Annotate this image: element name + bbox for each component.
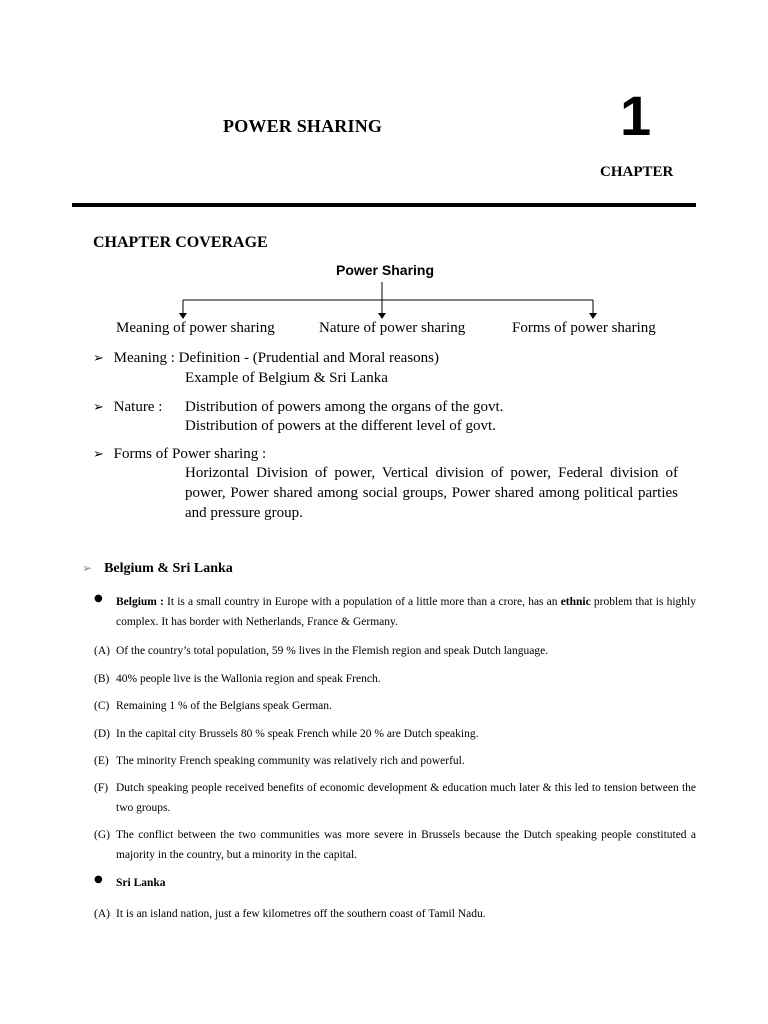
nature-label: Nature : bbox=[113, 399, 163, 415]
list-item bbox=[94, 669, 696, 689]
list-item bbox=[94, 778, 696, 818]
bullet-icon: ● bbox=[94, 874, 103, 885]
sri-lanka-label: Sri Lanka bbox=[116, 877, 166, 889]
arrow-down-icon bbox=[378, 313, 386, 319]
belgium-paragraph bbox=[116, 592, 696, 632]
section-heading-text: Belgium & Sri Lanka bbox=[104, 561, 233, 576]
item-label: (A) bbox=[94, 908, 110, 920]
section-heading bbox=[82, 561, 233, 577]
diagram-child-forms: Forms of power sharing bbox=[512, 320, 656, 336]
list-item bbox=[94, 825, 696, 865]
item-label: (B) bbox=[94, 673, 110, 685]
item-text: It is an island nation, just a few kilometres off the southern coast of Tamil Nadu. bbox=[116, 908, 486, 920]
diagram-child-nature: Nature of power sharing bbox=[319, 320, 466, 336]
list-item bbox=[94, 724, 696, 744]
nature-line2: Distribution of powers at the different level of govt. bbox=[185, 418, 496, 434]
item-label: (D) bbox=[94, 728, 110, 740]
coverage-heading: CHAPTER COVERAGE bbox=[93, 234, 268, 251]
item-text: Of the country’s total population, 59 % lives in the Flemish region and speak Dutch language. bbox=[116, 645, 549, 657]
arrow-down-icon bbox=[589, 313, 597, 319]
coverage-forms bbox=[93, 444, 266, 465]
arrowhead-icon: ➢ bbox=[82, 561, 93, 575]
chapter-number: 1 bbox=[620, 84, 652, 147]
item-label: (A) bbox=[94, 645, 110, 657]
meaning-label: Meaning : Definition - (Prudential and Moral reasons) bbox=[113, 350, 439, 366]
item-label: (G) bbox=[94, 829, 110, 841]
coverage-diagram bbox=[110, 262, 670, 342]
coverage-nature bbox=[93, 397, 162, 418]
belgium-text-after: problem that is highly complex. It has border with Netherlands, France & Germany. bbox=[116, 596, 696, 628]
header-rule bbox=[72, 203, 696, 207]
item-text: Dutch speaking people received benefits of economic development & education much later & this led to tension between the two groups. bbox=[116, 782, 696, 814]
belgium-label: Belgium : bbox=[116, 596, 164, 608]
bullet-icon: ● bbox=[94, 593, 103, 604]
arrowhead-icon: ➢ bbox=[93, 351, 104, 366]
meaning-line2: Example of Belgium & Sri Lanka bbox=[185, 370, 388, 386]
belgium-text-before: It is a small country in Europe with a population of a little more than a crore, has an bbox=[163, 596, 561, 608]
diagram-root: Power Sharing bbox=[335, 262, 435, 278]
item-text: 40% people live is the Wallonia region and speak French. bbox=[116, 673, 381, 685]
item-text: The minority French speaking community was relatively rich and powerful. bbox=[116, 755, 465, 767]
item-label: (C) bbox=[94, 700, 110, 712]
belgium-emphasis: ethnic bbox=[560, 596, 591, 608]
list-item bbox=[94, 696, 696, 716]
arrow-down-icon bbox=[179, 313, 187, 319]
item-text: In the capital city Brussels 80 % speak French while 20 % are Dutch speaking. bbox=[116, 728, 479, 740]
list-item bbox=[94, 641, 696, 661]
page-title: POWER SHARING bbox=[223, 116, 383, 136]
list-item bbox=[94, 751, 696, 771]
arrowhead-icon: ➢ bbox=[93, 447, 104, 462]
forms-label: Forms of Power sharing : bbox=[113, 446, 267, 462]
item-label: (E) bbox=[94, 755, 109, 767]
chapter-label: CHAPTER bbox=[600, 164, 674, 180]
diagram-child-meaning: Meaning of power sharing bbox=[116, 320, 275, 336]
nature-line1: Distribution of powers among the organs of the govt. bbox=[185, 399, 504, 415]
list-item bbox=[94, 904, 696, 924]
item-text: Remaining 1 % of the Belgians speak German. bbox=[116, 700, 332, 712]
coverage-meaning bbox=[93, 348, 439, 369]
item-text: The conflict between the two communities was more severe in Brussels because the Dutch speaking people constituted a majority in the country, but a minority in the capital. bbox=[116, 829, 696, 861]
arrowhead-icon: ➢ bbox=[93, 400, 104, 415]
item-label: (F) bbox=[94, 782, 109, 794]
forms-text: Horizontal Division of power, Vertical division of power, Federal division of power, Power shared among social groups, Power shared among political parties and pressure group. bbox=[185, 465, 678, 521]
